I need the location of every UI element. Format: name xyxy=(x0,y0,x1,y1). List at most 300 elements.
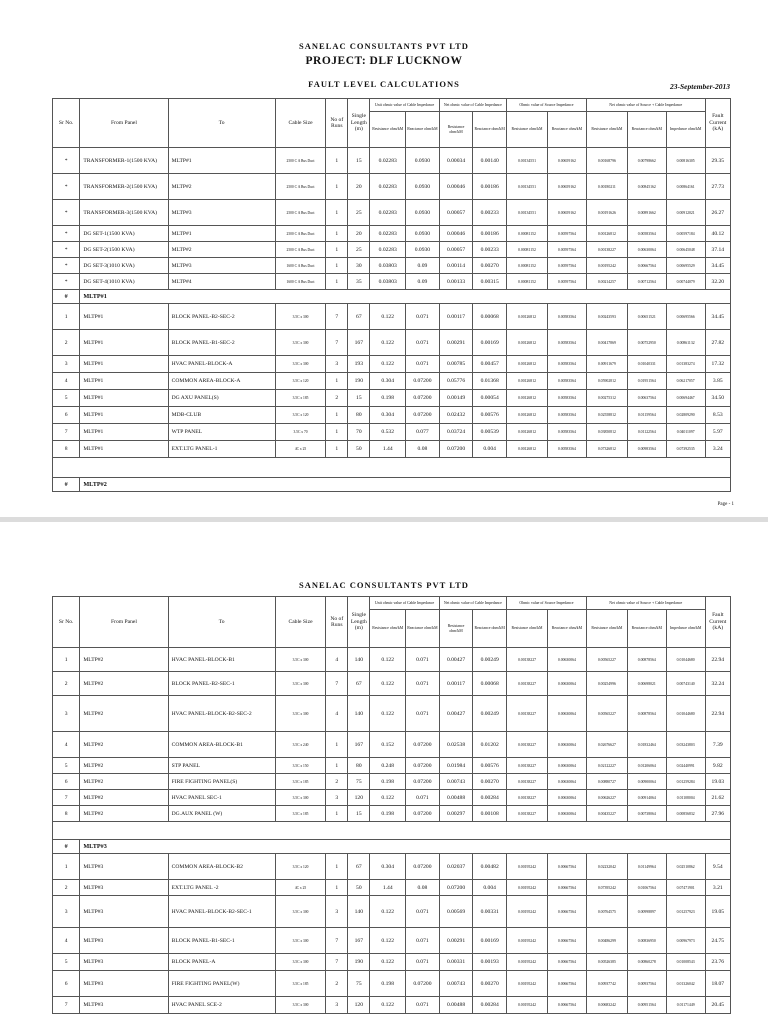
table-cell: HVAC PANEL SEC-1 xyxy=(168,790,275,806)
table-cell: 0.00126812 xyxy=(506,304,547,330)
table-cell: 0.304 xyxy=(370,407,406,424)
table-cell: 0.00081152 xyxy=(506,226,547,242)
table-cell: 0.00645048 xyxy=(666,242,705,258)
table-cell: MLTP#2 xyxy=(168,174,275,200)
table-cell: 1 xyxy=(326,806,348,822)
table-cell: 34.50 xyxy=(705,390,730,407)
header-to: To xyxy=(168,99,275,148)
table-cell: 37.14 xyxy=(705,242,730,258)
header-resistance: Resistance ohm/kM xyxy=(370,112,406,148)
table-cell: 15 xyxy=(348,806,370,822)
table-cell: FIRE FIGHTING PANEL(W) xyxy=(168,971,275,997)
table-cell: 0.00630064 xyxy=(547,774,586,790)
table-cell: * xyxy=(53,148,80,174)
header-sr: Sr No. xyxy=(53,99,80,148)
table-cell: 0.00046 xyxy=(439,226,473,242)
table-cell: EXT.LTG PANEL -2 xyxy=(168,880,275,896)
table-cell: 0.304 xyxy=(370,373,406,390)
table-cell: 34.45 xyxy=(705,258,730,274)
table-cell: 3.5C x 185 xyxy=(275,390,325,407)
table-cell: 1 xyxy=(53,304,80,330)
table-cell: 9.82 xyxy=(705,758,730,774)
table-cell: 0.00565227 xyxy=(586,648,627,672)
table-cell: 0.00275312 xyxy=(586,390,627,407)
table-cell: 7 xyxy=(326,672,348,696)
table-row xyxy=(53,997,731,1014)
table-cell: 0.01326042 xyxy=(666,971,705,997)
table-cell: 0.071 xyxy=(406,790,440,806)
table-cell: 0.00583564 xyxy=(547,441,586,458)
table-cell: 2 xyxy=(53,330,80,356)
table-cell: 0.122 xyxy=(370,356,406,373)
table-cell: 0.00081152 xyxy=(506,258,547,274)
table-cell: 35 xyxy=(348,274,370,290)
table-cell: 1 xyxy=(326,407,348,424)
table-cell: 0.00583564 xyxy=(547,356,586,373)
table-cell: 25 xyxy=(348,200,370,226)
table-row xyxy=(53,954,731,971)
table-cell: 0.01149964 xyxy=(627,854,666,880)
table-cell: 0.122 xyxy=(370,330,406,356)
table-cell: 0.198 xyxy=(370,971,406,997)
table-cell: 0.01044680 xyxy=(666,648,705,672)
table-cell: 3.5C x 150 xyxy=(275,758,325,774)
table-cell: 20 xyxy=(348,226,370,242)
table-cell: 0.00878564 xyxy=(627,648,666,672)
table-cell: 3 xyxy=(53,696,80,732)
table-cell: 0.0930 xyxy=(406,226,440,242)
table-cell: 50 xyxy=(348,441,370,458)
table-row xyxy=(53,258,731,274)
table-cell: 0.01257923 xyxy=(666,896,705,928)
table-cell: 0.00138227 xyxy=(506,758,547,774)
table-cell: 2 xyxy=(326,390,348,407)
table-cell: * xyxy=(53,226,80,242)
table-cell: MLTP#1 xyxy=(80,390,168,407)
table-cell: 0.00331 xyxy=(439,954,473,971)
table-cell: 0.00457 xyxy=(473,356,507,373)
table-row xyxy=(53,226,731,242)
table-cell: 0.00667564 xyxy=(547,928,586,954)
table-cell: 0.00667564 xyxy=(547,896,586,928)
table-cell: 3.5C x 185 xyxy=(275,774,325,790)
table-cell: MLTP#3 xyxy=(80,971,168,997)
table-cell: 0.122 xyxy=(370,696,406,732)
table-cell: 0.0930 xyxy=(406,200,440,226)
table-cell: 0.01951564 xyxy=(627,373,666,390)
table-cell: 0.00126812 xyxy=(586,226,627,242)
table-cell: 30 xyxy=(348,258,370,274)
table-cell: 7 xyxy=(326,954,348,971)
table-cell: HVAC PANEL-BLOCK-B2-SEC-1 xyxy=(168,896,275,928)
header-resistance: Resistance ohm/kM xyxy=(370,610,406,648)
table-cell: 0.00195242 xyxy=(506,880,547,896)
table-cell: 0.00486299 xyxy=(586,928,627,954)
table-cell: 0.122 xyxy=(370,648,406,672)
table-cell: DG AXU PANEL(S) xyxy=(168,390,275,407)
table-cell: 0.071 xyxy=(406,696,440,732)
table-cell: HVAC PANEL-BLOCK-A xyxy=(168,356,275,373)
table-cell: 0.00195242 xyxy=(506,928,547,954)
table-cell: 0.00138227 xyxy=(506,696,547,732)
table-cell: MLTP#1 xyxy=(80,407,168,424)
table-cell: 70 xyxy=(348,424,370,441)
table-cell: 0.00630064 xyxy=(547,696,586,732)
table-cell: 26.27 xyxy=(705,200,730,226)
table-cell: 3 xyxy=(326,896,348,928)
table-cell: 1.44 xyxy=(370,880,406,896)
table-cell: 0.00195242 xyxy=(506,854,547,880)
header-resistance: Resistance ohm/kM xyxy=(439,112,473,148)
header-reactance: Reactance ohm/kM xyxy=(547,610,586,648)
table-cell: 0.03850812 xyxy=(586,424,627,441)
table-row xyxy=(53,148,731,174)
table-cell: 0.02558812 xyxy=(586,407,627,424)
table-cell: 2500 C A Bus Duct xyxy=(275,174,325,200)
table-cell: 0.00569 xyxy=(439,896,473,928)
page-number: Page - 1 xyxy=(717,502,734,507)
section-header-row xyxy=(53,478,731,492)
table-cell: 0.00891662 xyxy=(627,200,666,226)
table-cell: MLTP#1 xyxy=(80,441,168,458)
table-cell: MLTP#1 xyxy=(80,330,168,356)
table-cell: 0.00583564 xyxy=(547,330,586,356)
table-cell: 0.00195242 xyxy=(506,971,547,997)
table-cell: 0.07200 xyxy=(406,971,440,997)
table-cell: 0.00169 xyxy=(473,330,507,356)
table-cell: 0.00057 xyxy=(439,200,473,226)
table-cell: 0.00583564 xyxy=(547,407,586,424)
table-cell: 0.06217057 xyxy=(666,373,705,390)
header-impedance: Impedance ohm/kM xyxy=(666,112,705,148)
table-cell: 0.00138227 xyxy=(506,806,547,822)
table-cell: 1 xyxy=(326,373,348,390)
table-cell: 7 xyxy=(326,928,348,954)
table-cell: 190 xyxy=(348,954,370,971)
table-cell: 0.03243803 xyxy=(666,732,705,758)
table-row xyxy=(53,390,731,407)
table-cell: 0.02283 xyxy=(370,174,406,200)
table-cell: 4C x 25 xyxy=(275,441,325,458)
table-cell: 0.00983564 xyxy=(627,441,666,458)
table-cell: 0.198 xyxy=(370,774,406,790)
table-cell: MLTP#4 xyxy=(168,274,275,290)
header-reactance: Reactance ohm/kM xyxy=(627,112,666,148)
table-cell: 0.02538 xyxy=(439,732,473,758)
table-cell: 0.00878564 xyxy=(627,696,666,732)
header-cable-size: Cable Size xyxy=(275,99,325,148)
header-resistance: Resistance ohm/kM xyxy=(506,112,547,148)
table-cell: 0.00937564 xyxy=(627,971,666,997)
table-cell: 0.09 xyxy=(406,258,440,274)
table-cell: 0.00214257 xyxy=(586,274,627,290)
table-cell: 0.00138227 xyxy=(506,790,547,806)
table-cell: MLTP#3 xyxy=(80,880,168,896)
table-row xyxy=(53,424,731,441)
table-cell: 1600 C A Bus Duct xyxy=(275,274,325,290)
table-cell: 0.07200 xyxy=(406,732,440,758)
table-cell: 0.00068 xyxy=(473,672,507,696)
table-row xyxy=(53,928,731,954)
table-cell: DG SET-1(1500 KVA) xyxy=(80,226,168,242)
table-cell: MLTP#3 xyxy=(168,258,275,274)
table-cell: 0.04011097 xyxy=(666,424,705,441)
table-cell: 3.5C x 300 xyxy=(275,790,325,806)
table-cell: 0.071 xyxy=(406,954,440,971)
table-cell: 3.5C x 300 xyxy=(275,648,325,672)
table-row xyxy=(53,774,731,790)
table-cell: 0.00108 xyxy=(473,806,507,822)
table-cell: 1 xyxy=(53,854,80,880)
table-cell: 0.00270 xyxy=(473,971,507,997)
table-row xyxy=(53,854,731,880)
table-cell: 0.02283 xyxy=(370,242,406,258)
table-cell: DG SET-4(1010 KVA) xyxy=(80,274,168,290)
table-cell: 0.00937742 xyxy=(586,971,627,997)
table-cell: 0.00193 xyxy=(473,954,507,971)
table-cell: 0.00911679 xyxy=(586,356,627,373)
table-cell: 0.07326812 xyxy=(586,441,627,458)
table-cell: 0.01206064 xyxy=(627,758,666,774)
table-cell: 0.122 xyxy=(370,304,406,330)
table-cell: 0.02510862 xyxy=(666,854,705,880)
table-cell: 0.00630064 xyxy=(627,242,666,258)
table-cell: 0.00126812 xyxy=(506,441,547,458)
table-cell: 0.00659162 xyxy=(547,200,586,226)
table-row xyxy=(53,441,731,458)
table-cell: 3.5C x 300 xyxy=(275,330,325,356)
table-cell: 0.08 xyxy=(406,880,440,896)
table-cell: 0.00667564 xyxy=(547,880,586,896)
table-cell: 167 xyxy=(348,928,370,954)
table-cell: 0.122 xyxy=(370,997,406,1014)
table-cell: HVAC PANEL-BLOCK-B1 xyxy=(168,648,275,672)
header-from: From Panel xyxy=(80,99,168,148)
table-cell: 0.00752950 xyxy=(627,330,666,356)
table-cell: 34.45 xyxy=(705,304,730,330)
table-cell: 0.00743 xyxy=(439,774,473,790)
table-cell: 18.07 xyxy=(705,971,730,997)
header-net-total: Net ohmic value of Source + Cable Impedance xyxy=(586,99,705,112)
table-cell: 3 xyxy=(53,896,80,928)
table-cell: 0.00195242 xyxy=(506,997,547,1014)
table-cell: 0.03803 xyxy=(370,274,406,290)
table-cell: MLTP#2 xyxy=(80,790,168,806)
table-cell: 0.00630064 xyxy=(547,648,586,672)
table-row xyxy=(53,672,731,696)
document-subtitle: FAULT LEVEL CALCULATIONS xyxy=(308,79,460,89)
table-cell: 0.00081152 xyxy=(506,274,547,290)
table-cell: 3.24 xyxy=(705,441,730,458)
section-header-row xyxy=(53,840,731,854)
table-cell: 0.071 xyxy=(406,304,440,330)
table-cell: 140 xyxy=(348,648,370,672)
table-cell: 0.00315 xyxy=(473,274,507,290)
table-cell: 0.00126812 xyxy=(506,407,547,424)
table-cell: 120 xyxy=(348,790,370,806)
table-cell: 0.304 xyxy=(370,854,406,880)
table-row xyxy=(53,896,731,928)
table-cell: 0.00488 xyxy=(439,790,473,806)
table-cell: 0.00764575 xyxy=(586,896,627,928)
table-cell: 0.00284 xyxy=(473,790,507,806)
table-cell: 2 xyxy=(326,774,348,790)
table-cell: 0.00270 xyxy=(473,258,507,274)
table-cell: 4 xyxy=(326,648,348,672)
table-cell: 29.35 xyxy=(705,148,730,174)
company-name: SANELAC CONSULTANTS PVT LTD xyxy=(299,41,469,51)
table-cell: 0.00626227 xyxy=(586,790,627,806)
table-cell: 0.00488 xyxy=(439,997,473,1014)
table-row xyxy=(53,648,731,672)
table-cell: 75 xyxy=(348,774,370,790)
table-cell: MLTP#3 xyxy=(80,896,168,928)
blank-row xyxy=(53,458,731,478)
table-cell: 0.00168796 xyxy=(586,148,627,174)
table-cell: 0.004 xyxy=(473,441,507,458)
table-cell: 0.02122227 xyxy=(586,758,627,774)
header-resistance: Resistance ohm/kM xyxy=(586,610,627,648)
table-cell: 5 xyxy=(53,758,80,774)
table-cell: MLTP#2 xyxy=(80,806,168,822)
table-cell: 0.00861132 xyxy=(666,330,705,356)
table-cell: MLTP#2 xyxy=(80,774,168,790)
table-cell: 7 xyxy=(53,997,80,1014)
table-cell: 0.00597184 xyxy=(666,226,705,242)
table-cell: 0.248 xyxy=(370,758,406,774)
table-cell: * xyxy=(53,242,80,258)
table-cell: MLTP#2 xyxy=(168,242,275,258)
header-unit-cable: Unit ohmic value of Cable Impedance xyxy=(370,597,439,610)
table-cell: 0.00057 xyxy=(439,242,473,258)
table-cell: 0.00565227 xyxy=(586,696,627,732)
table-cell: 0.01122564 xyxy=(627,424,666,441)
table-cell: 0.0930 xyxy=(406,148,440,174)
table-cell: 0.071 xyxy=(406,928,440,954)
table-cell: 2500 C A Bus Duct xyxy=(275,148,325,174)
table-cell: 0.00482 xyxy=(473,854,507,880)
table-cell: 27.73 xyxy=(705,174,730,200)
table-cell: 0.122 xyxy=(370,896,406,928)
table-cell: 0.00046 xyxy=(439,174,473,200)
table-cell: 2500 C A Bus Duct xyxy=(275,226,325,242)
table-cell: 32.20 xyxy=(705,274,730,290)
table-cell: 0.02283 xyxy=(370,148,406,174)
table-cell: 0.00138227 xyxy=(506,672,547,696)
table-cell: 0.00138227 xyxy=(506,648,547,672)
table-cell: 0.00651521 xyxy=(627,304,666,330)
table-cell: 0.00683242 xyxy=(586,997,627,1014)
table-cell: COMMON AREA-BLOCK-B1 xyxy=(168,732,275,758)
table-cell: 0.00637564 xyxy=(627,390,666,407)
table-cell: HVAC PANEL SCE-2 xyxy=(168,997,275,1014)
table-cell: 0.071 xyxy=(406,330,440,356)
table-cell: 0.071 xyxy=(406,648,440,672)
table-cell: 9.54 xyxy=(705,854,730,880)
table-row xyxy=(53,274,731,290)
table-cell: 0.00254996 xyxy=(586,672,627,696)
table-cell: 1 xyxy=(326,758,348,774)
table-cell: 1 xyxy=(326,200,348,226)
table-cell: COMMON AREA-BLOCK-B2 xyxy=(168,854,275,880)
table-cell: 0.0930 xyxy=(406,242,440,258)
header-runs: No of Runs xyxy=(326,99,348,148)
blank-row xyxy=(53,822,731,840)
table-cell: 0.07200 xyxy=(439,441,473,458)
table-cell: 4 xyxy=(53,732,80,758)
table-cell: 0.00114 xyxy=(439,258,473,274)
table-cell: 75 xyxy=(348,971,370,997)
table-cell: 0.00695529 xyxy=(666,258,705,274)
table-cell: 0.00583564 xyxy=(547,373,586,390)
table-cell: 40.12 xyxy=(705,226,730,242)
table-row xyxy=(53,174,731,200)
header-reactance: Reactance ohm/kM xyxy=(473,610,507,648)
table-cell: 0.02037 xyxy=(439,854,473,880)
table-cell: 0.00054 xyxy=(473,390,507,407)
table-cell: 6 xyxy=(53,407,80,424)
table-cell: 0.00630064 xyxy=(547,758,586,774)
table-cell: 2 xyxy=(326,971,348,997)
table-cell: 193 xyxy=(348,356,370,373)
table-cell: 0.00138227 xyxy=(506,732,547,758)
table-cell: 0.01368 xyxy=(473,373,507,390)
table-row xyxy=(53,356,731,373)
table-cell: 0.01108004 xyxy=(666,790,705,806)
table-cell: 0.07200 xyxy=(406,806,440,822)
table-cell: 7 xyxy=(326,330,348,356)
table-cell: 1 xyxy=(326,441,348,458)
table-cell: 0.00126812 xyxy=(506,390,547,407)
header-from: From Panel xyxy=(80,597,168,648)
table-cell: 0.07200 xyxy=(406,774,440,790)
header-runs: No of Runs xyxy=(326,597,348,648)
table-cell: 7 xyxy=(53,790,80,806)
table-cell: 0.00583564 xyxy=(547,390,586,407)
table-cell: 0.07395242 xyxy=(586,880,627,896)
table-cell: BLOCK PANEL-A xyxy=(168,954,275,971)
table-cell: 1 xyxy=(326,880,348,896)
table-cell: 27.82 xyxy=(705,330,730,356)
table-cell: 3.5C x 120 xyxy=(275,373,325,390)
table-cell: 15 xyxy=(348,148,370,174)
table-cell: 4 xyxy=(53,928,80,954)
table-cell: 0.07471901 xyxy=(666,880,705,896)
table-cell: 4C x 25 xyxy=(275,880,325,896)
section-marker: # xyxy=(53,478,80,492)
section-marker: # xyxy=(53,840,80,854)
table-cell: 0.00134551 xyxy=(506,200,547,226)
header-length: Single Length (m) xyxy=(348,597,370,648)
table-cell: DG SET-2(1500 KVA) xyxy=(80,242,168,258)
table-cell: 5 xyxy=(53,954,80,971)
table-cell: 0.00597564 xyxy=(547,274,586,290)
table-cell: 1 xyxy=(326,258,348,274)
header-unit-cable: Unit ohmic value of Cable Impedance xyxy=(370,99,439,112)
header-net-cable: Net ohmic value of Cable Impedance xyxy=(439,99,506,112)
table-cell: * xyxy=(53,258,80,274)
table-cell: 0.00744079 xyxy=(666,274,705,290)
table-cell: 0.00134551 xyxy=(506,174,547,200)
table-cell: 3.5C x 300 xyxy=(275,954,325,971)
table-cell: 67 xyxy=(348,854,370,880)
table-row xyxy=(53,806,731,822)
table-cell: 8 xyxy=(53,806,80,822)
table-cell: 0.00738064 xyxy=(627,806,666,822)
table-cell: 0.00694467 xyxy=(666,390,705,407)
table-cell: 1.44 xyxy=(370,441,406,458)
table-cell: 22.94 xyxy=(705,648,730,672)
